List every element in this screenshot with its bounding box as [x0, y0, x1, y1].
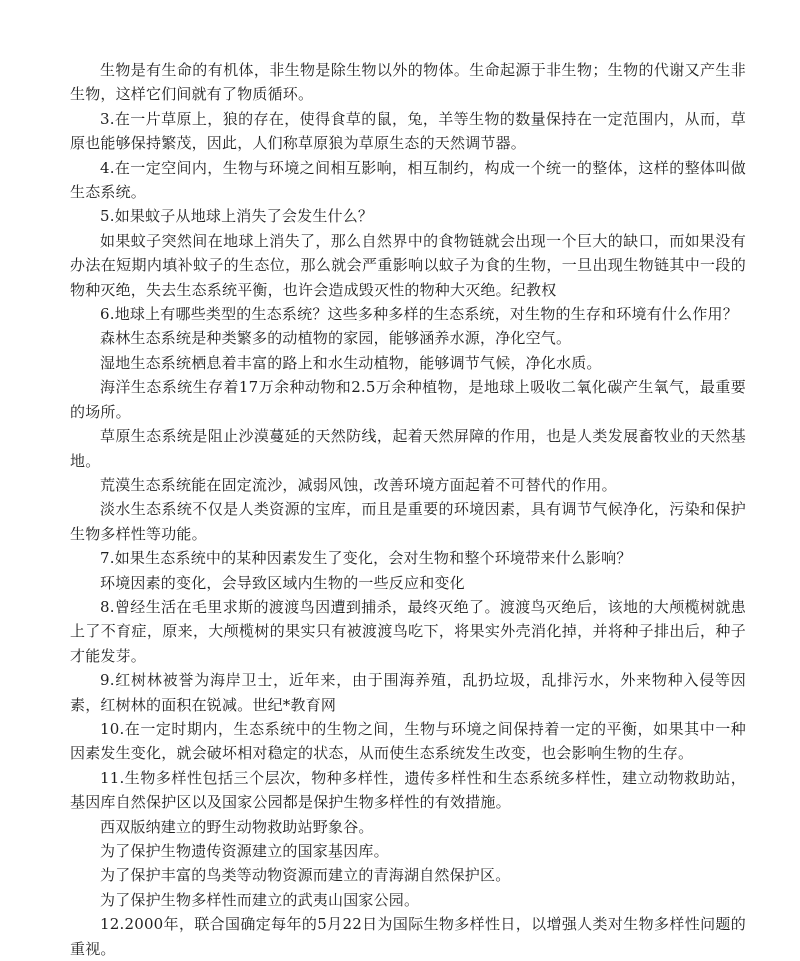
paragraph-forest-ecosystem: 森林生态系统是种类繁多的动植物的家园，能够涵养水源，净化空气。	[100, 329, 572, 348]
question-item-5: 5.如果蚊子从地球上消失了会发生什么？	[100, 207, 374, 226]
paragraph-ocean-ecosystem: 海洋生态系统生存着17万余种动物和2.5万余种植物，是地球上吸收二氧化碳产生氧气，最重要的场所。	[70, 378, 746, 421]
paragraph-qinghai-lake: 为了保护丰富的鸟类等动物资源而建立的青海湖自然保护区。	[100, 866, 511, 885]
paragraph-item-8: 8.曾经生活在毛里求斯的渡渡鸟因遭到捕杀，最终灭绝了。渡渡鸟灭绝后，该地的大颅榄树就患上了不育症，原来，大颅榄树的果实只有被渡渡鸟吃下，将果实外壳消化掉，并将种子排出后，种子才能发芽。	[70, 597, 746, 665]
paragraph-item-10: 10.在一定时期内，生态系统中的生物之间，生物与环境之间保持着一定的平衡，如果其中一种因素发生变化，就会破坏相对稳定的状态，从而使生态系统发生改变，也会影响生物的生存。	[70, 719, 746, 763]
paragraph-wuyishan: 为了保护生物多样性而建立的武夷山国家公园。	[100, 890, 420, 909]
paragraph-item-4: 4.在一定空间内，生物与环境之间相互影响，相互制约，构成一个统一的整体，这样的整体叫做生态系统。	[70, 158, 746, 202]
question-item-6: 6.地球上有哪些类型的生态系统？这些多种多样的生态系统，对生物的生存和环境有什么作用？	[100, 305, 738, 324]
question-item-7: 7.如果生态系统中的某种因素发生了变化，会对生物和整个环境带来什么影响？	[100, 549, 632, 568]
paragraph-wetland-ecosystem: 湿地生态系统栖息着丰富的路上和水生动植物，能够调节气候，净化水质。	[100, 353, 602, 372]
paragraph-item-12: 12.2000年，联合国确定每年的5月22日为国际生物多样性日，以增强人类对生物多样性问题的重视。	[70, 915, 746, 958]
paragraph-grassland-ecosystem: 草原生态系统是阻止沙漠蔓延的天然防线，起着天然屏障的作用，也是人类发展畜牧业的天然基地。	[70, 427, 746, 470]
answer-item-7: 环境因素的变化，会导致区域内生物的一些反应和变化	[100, 573, 465, 592]
answer-item-5: 如果蚊子突然间在地球上消失了，那么自然界中的食物链就会出现一个巨大的缺口，而如果没有办法在短期内填补蚊子的生态位，那么就会严重影响以蚊子为食的生物，一旦出现生物链其中一段的物种灭绝，失去生态系统平衡，也许会造成毁灭性的物种大灭绝。纪教权	[70, 231, 746, 299]
document-body	[70, 58, 746, 961]
paragraph-freshwater-ecosystem: 淡水生态系统不仅是人类资源的宝库，而且是重要的环境因素，具有调节气候净化，污染和保护生物多样性等功能。	[70, 500, 746, 543]
paragraph-desert-ecosystem: 荒漠生态系统能在固定流沙，减弱风蚀，改善环境方面起着不可替代的作用。	[100, 475, 617, 494]
paragraph-gene-bank: 为了保护生物遗传资源建立的国家基因库。	[100, 842, 389, 860]
paragraph-xishuangbanna: 西双版纳建立的野生动物救助站野象谷。	[100, 817, 374, 836]
paragraph-matter-cycle: 生物是有生命的有机体，非生物是除生物以外的物体。生命起源于非生物；生物的代谢又产生非生物，这样它们间就有了物质循环。	[70, 61, 746, 104]
paragraph-item-3: 3.在一片草原上，狼的存在，使得食草的鼠，兔，羊等生物的数量保持在一定范围内，从而，草原也能够保持繁茂，因此，人们称草原狼为草原生态的天然调节器。	[70, 109, 746, 153]
paragraph-item-11: 11.生物多样性包括三个层次，物种多样性，遗传多样性和生态系统多样性，建立动物救助站，基因库自然保护区以及国家公园都是保护生物多样性的有效措施。	[70, 768, 746, 812]
paragraph-item-9: 9.红树林被誉为海岸卫士，近年来，由于围海养殖，乱扔垃圾，乱排污水，外来物种入侵等因素，红树林的面积在锐减。世纪*教育网	[70, 671, 746, 714]
